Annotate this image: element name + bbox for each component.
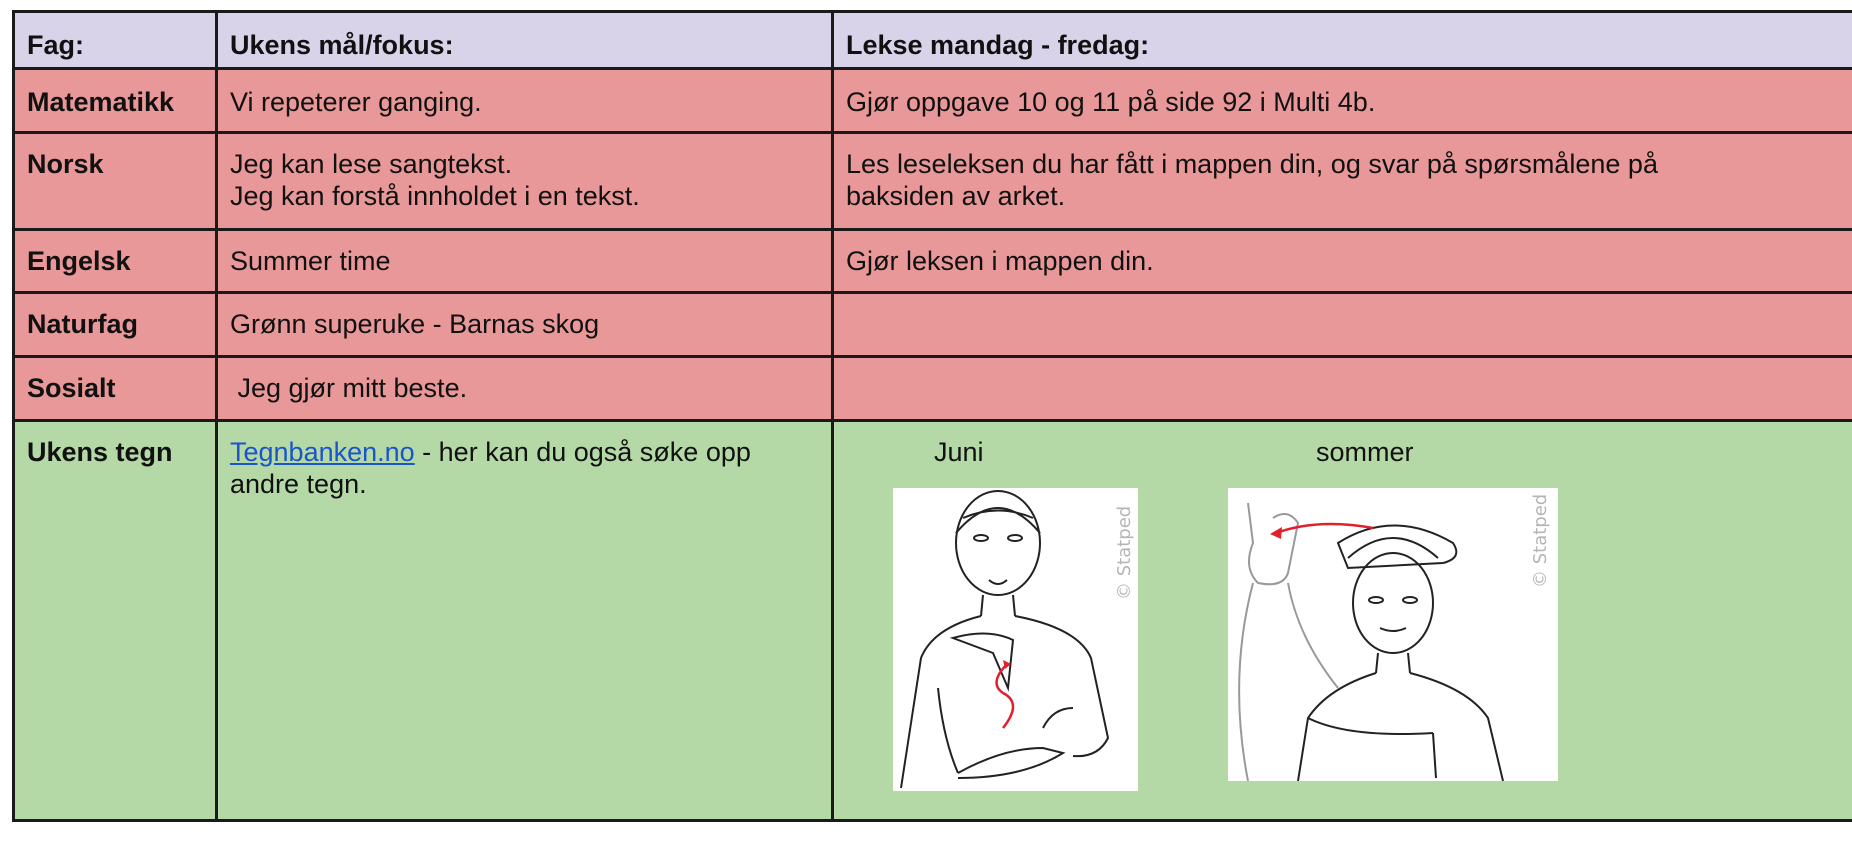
sign-word-sommer: sommer (1316, 437, 1414, 467)
goal-cell (217, 69, 833, 133)
header-fag: Fag: (14, 12, 217, 69)
tegnbanken-line (230, 436, 819, 468)
goal-cell (217, 230, 833, 293)
goal-line: Jeg kan forstå innholdet i en tekst. (230, 181, 640, 211)
table-row (14, 69, 1852, 133)
table-row (14, 421, 1852, 821)
table-row (14, 357, 1852, 421)
weekly-plan-table (12, 10, 1852, 822)
goal-cell (217, 357, 833, 421)
sign-word-juni: Juni (934, 437, 984, 467)
subject-cell: Sosialt (14, 357, 217, 421)
homework-line: Gjør oppgave 10 og 11 på side 92 i Multi 4b. (846, 87, 1376, 117)
homework-cell (833, 230, 1852, 293)
statped-watermark: © Statped (1114, 505, 1135, 600)
statped-watermark: © Statped (1530, 493, 1551, 588)
header-maal: Ukens mål/fokus: (217, 12, 833, 69)
goal-line: andre tegn. (230, 469, 367, 499)
goal-cell (217, 421, 833, 821)
homework-cell (833, 293, 1852, 357)
signs-cell (833, 421, 1852, 821)
homework-cell (833, 357, 1852, 421)
homework-line: Les leseleksen du har fått i mappen din, og svar på spørsmålene på (846, 149, 1658, 179)
link-suffix: - her kan du også søke opp (414, 437, 751, 467)
signs-area (846, 436, 1849, 816)
goal-line: Jeg gjør mitt beste. (230, 373, 468, 403)
sign-sommer-drawing (1228, 488, 1558, 781)
goal-line: Jeg kan lese sangtekst. (230, 149, 513, 179)
sign-juni-illustration (893, 488, 1138, 791)
homework-line: Gjør leksen i mappen din. (846, 246, 1154, 276)
sign-juni-drawing (893, 488, 1138, 791)
sign-sommer-illustration (1228, 488, 1558, 781)
table-row (14, 133, 1852, 230)
subject-cell: Ukens tegn (14, 421, 217, 821)
goal-cell (217, 293, 833, 357)
tegnbanken-link[interactable]: Tegnbanken.no (230, 437, 415, 467)
header-row (14, 12, 1852, 69)
table-row (14, 293, 1852, 357)
subject-cell: Norsk (14, 133, 217, 230)
goal-line: Grønn superuke - Barnas skog (230, 309, 600, 339)
subject-cell: Matematikk (14, 69, 217, 133)
table-row (14, 230, 1852, 293)
goal-line: Vi repeterer ganging. (230, 87, 482, 117)
header-lekse: Lekse mandag - fredag: (833, 12, 1852, 69)
subject-cell: Engelsk (14, 230, 217, 293)
homework-line: baksiden av arket. (846, 181, 1066, 211)
subject-cell: Naturfag (14, 293, 217, 357)
homework-cell (833, 133, 1852, 230)
goal-line: Summer time (230, 246, 391, 276)
goal-cell (217, 133, 833, 230)
homework-cell (833, 69, 1852, 133)
